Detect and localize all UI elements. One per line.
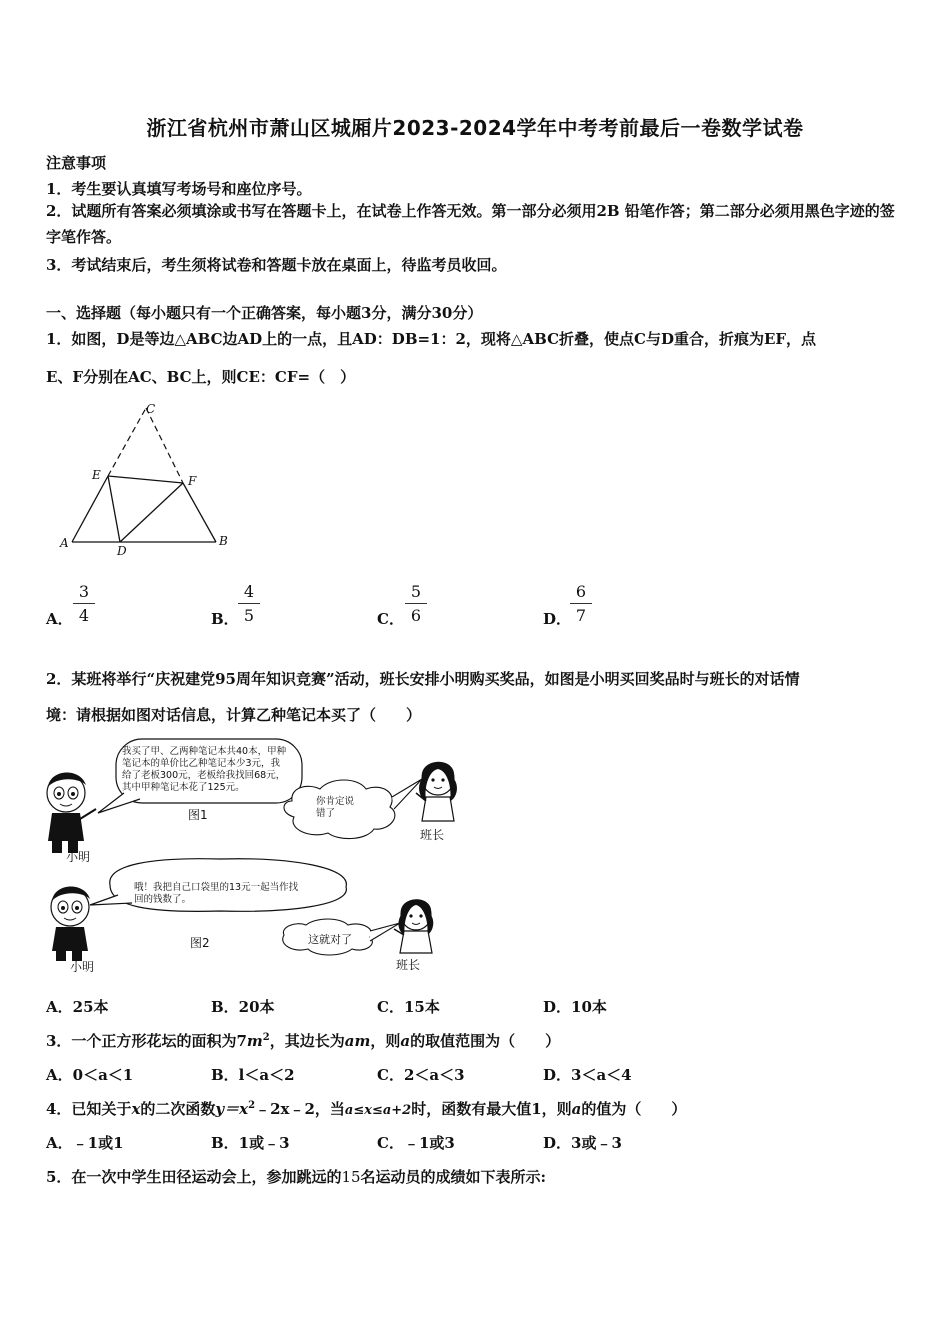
denominator: 4 xyxy=(78,606,90,625)
q4-option-d: D．3或﹣3 xyxy=(543,1134,622,1152)
q1-option-b: B． xyxy=(211,610,239,628)
reply1-line: 你肯定说 xyxy=(316,796,355,807)
q5-text: 名运动员的成绩如下表所示: xyxy=(360,1168,547,1186)
q3-text: 的取值范围为（ ） xyxy=(410,1032,561,1050)
q2-line1: 2．某班将举行“庆祝建党95周年知识竞赛”活动，班长安排小明购买奖品，如图是小明买回奖品时与班长的对话情 xyxy=(46,670,800,688)
q3-stem xyxy=(46,1030,560,1051)
q4-text: 的二次函数 xyxy=(140,1100,216,1118)
q3-option-d: D．3＜a＜4 xyxy=(543,1066,632,1084)
q4-func: y＝x xyxy=(215,1100,249,1118)
denominator: 5 xyxy=(243,606,255,625)
notice-item-2: 2．试题所有答案必须填涂或书写在答题卡上，在试卷上作答无效。第一部分必须用2B 铅笔作答；第二部分必须用黑色字迹的签字笔作答。 xyxy=(46,202,895,246)
q1-option-c: C． xyxy=(377,610,404,628)
label-a: A xyxy=(60,536,69,550)
bubble1-line: 给了老板300元，老板给我找回68元， xyxy=(122,770,286,781)
numerator: 3 xyxy=(73,582,95,604)
q3-var: a xyxy=(400,1032,411,1050)
q3-sup: 2 xyxy=(262,1032,270,1043)
figure2-caption: 图2 xyxy=(190,936,210,950)
q2-line2: 境：请根据如图对话信息，计算乙种笔记本买了（ ） xyxy=(46,706,422,724)
bubble2-text xyxy=(134,882,298,906)
q1-option-c-fraction xyxy=(405,582,427,625)
notice-item-3: 3．考试结束后，考生须将试卷和答题卡放在桌面上，待监考员收回。 xyxy=(46,256,507,274)
section-heading: 一、选择题（每小题只有一个正确答案，每小题3分，满分30分） xyxy=(46,304,483,322)
boy-label-1: 小明 xyxy=(66,850,91,864)
q3-option-c: C．2＜a＜3 xyxy=(377,1066,465,1084)
q2-option-c: C．15本 xyxy=(377,998,440,1016)
page-title: 浙江省杭州市萧山区城厢片2023-2024学年中考考前最后一卷数学试卷 xyxy=(146,116,804,140)
bubble2-line: 回的钱数了。 xyxy=(134,894,192,905)
q3-option-b: B．l＜a＜2 xyxy=(211,1066,295,1084)
q4-range: a≤x≤a+2 xyxy=(344,1103,412,1118)
q5-number: 15 xyxy=(341,1168,361,1186)
label-b: B xyxy=(219,534,228,548)
q4-option-c: C．﹣1或3 xyxy=(377,1134,455,1152)
q1-option-b-fraction xyxy=(238,582,260,625)
q4-text: 的值为（ ） xyxy=(581,1100,687,1118)
notice-item-1: 1．考生要认真填写考场号和座位序号。 xyxy=(46,180,312,198)
label-c: C xyxy=(146,402,156,416)
denominator: 6 xyxy=(410,606,422,625)
q2-option-d: D．10本 xyxy=(543,998,607,1016)
q4-text: 4．已知关于 xyxy=(46,1100,132,1118)
q1-option-d: D． xyxy=(543,610,572,628)
q1-line1: 1．如图，D是等边△ABC边AD上的一点，且AD：DB=1：2，现将△ABC折叠，使点C与D重合，折痕为EF，点 xyxy=(46,330,817,348)
bubble2-line: 哦！我把自己口袋里的13元一起当作找 xyxy=(134,882,299,893)
q4-stem xyxy=(46,1098,686,1119)
q4-text: ﹣2x﹣2，当 xyxy=(255,1100,345,1118)
q4-text: 时，函数有最大值1，则 xyxy=(411,1100,572,1118)
bubble1-text xyxy=(122,746,286,794)
numerator: 4 xyxy=(238,582,260,604)
numerator: 5 xyxy=(405,582,427,604)
bubble1-line: 其中甲种笔记本花了125元。 xyxy=(122,782,245,793)
reply2-text: 这就对了 xyxy=(308,933,352,946)
q3-text: ，其边长为 xyxy=(269,1032,345,1050)
q3-unit: m xyxy=(246,1032,263,1050)
notice-heading: 注意事项 xyxy=(46,154,107,172)
q3-text: ，则 xyxy=(370,1032,401,1050)
q3-option-a: A．0＜a＜1 xyxy=(46,1066,134,1084)
q5-stem xyxy=(46,1166,546,1187)
figure1-caption: 图1 xyxy=(188,808,208,822)
boy-label-2: 小明 xyxy=(70,960,95,974)
q4-var: x xyxy=(131,1100,141,1118)
label-d: D xyxy=(117,544,127,558)
q4-option-a: A．﹣1或1 xyxy=(46,1134,124,1152)
girl-label-1: 班长 xyxy=(420,828,445,842)
q1-option-a: A． xyxy=(46,610,73,628)
girl-label-2: 班长 xyxy=(396,958,421,972)
label-e: E xyxy=(92,468,101,482)
numerator: 6 xyxy=(570,582,592,604)
q1-option-a-fraction xyxy=(73,582,95,625)
q4-sup: 2 xyxy=(248,1100,256,1111)
q4-var: a xyxy=(571,1100,582,1118)
q3-text: 3．一个正方形花坛的面积为7 xyxy=(46,1032,247,1050)
reply1-line: 错了 xyxy=(316,808,336,819)
denominator: 7 xyxy=(575,606,587,625)
q2-option-a: A．25本 xyxy=(46,998,109,1016)
bubble1-line: 我买了甲、乙两种笔记本共40本，甲种 xyxy=(122,746,287,757)
q2-option-b: B．20本 xyxy=(211,998,275,1016)
q4-option-b: B．1或﹣3 xyxy=(211,1134,290,1152)
q1-option-d-fraction xyxy=(570,582,592,625)
q1-line2: E、F分别在AC、BC上，则CE：CF=（ ） xyxy=(46,368,356,386)
bubble1-line: 笔记本的单价比乙种笔记本少3元，我 xyxy=(122,758,281,769)
reply1-text xyxy=(316,796,354,820)
q5-text: 5．在一次中学生田径运动会上，参加跳远的 xyxy=(46,1168,342,1186)
q3-var: am xyxy=(344,1032,371,1050)
label-f: F xyxy=(188,474,197,488)
